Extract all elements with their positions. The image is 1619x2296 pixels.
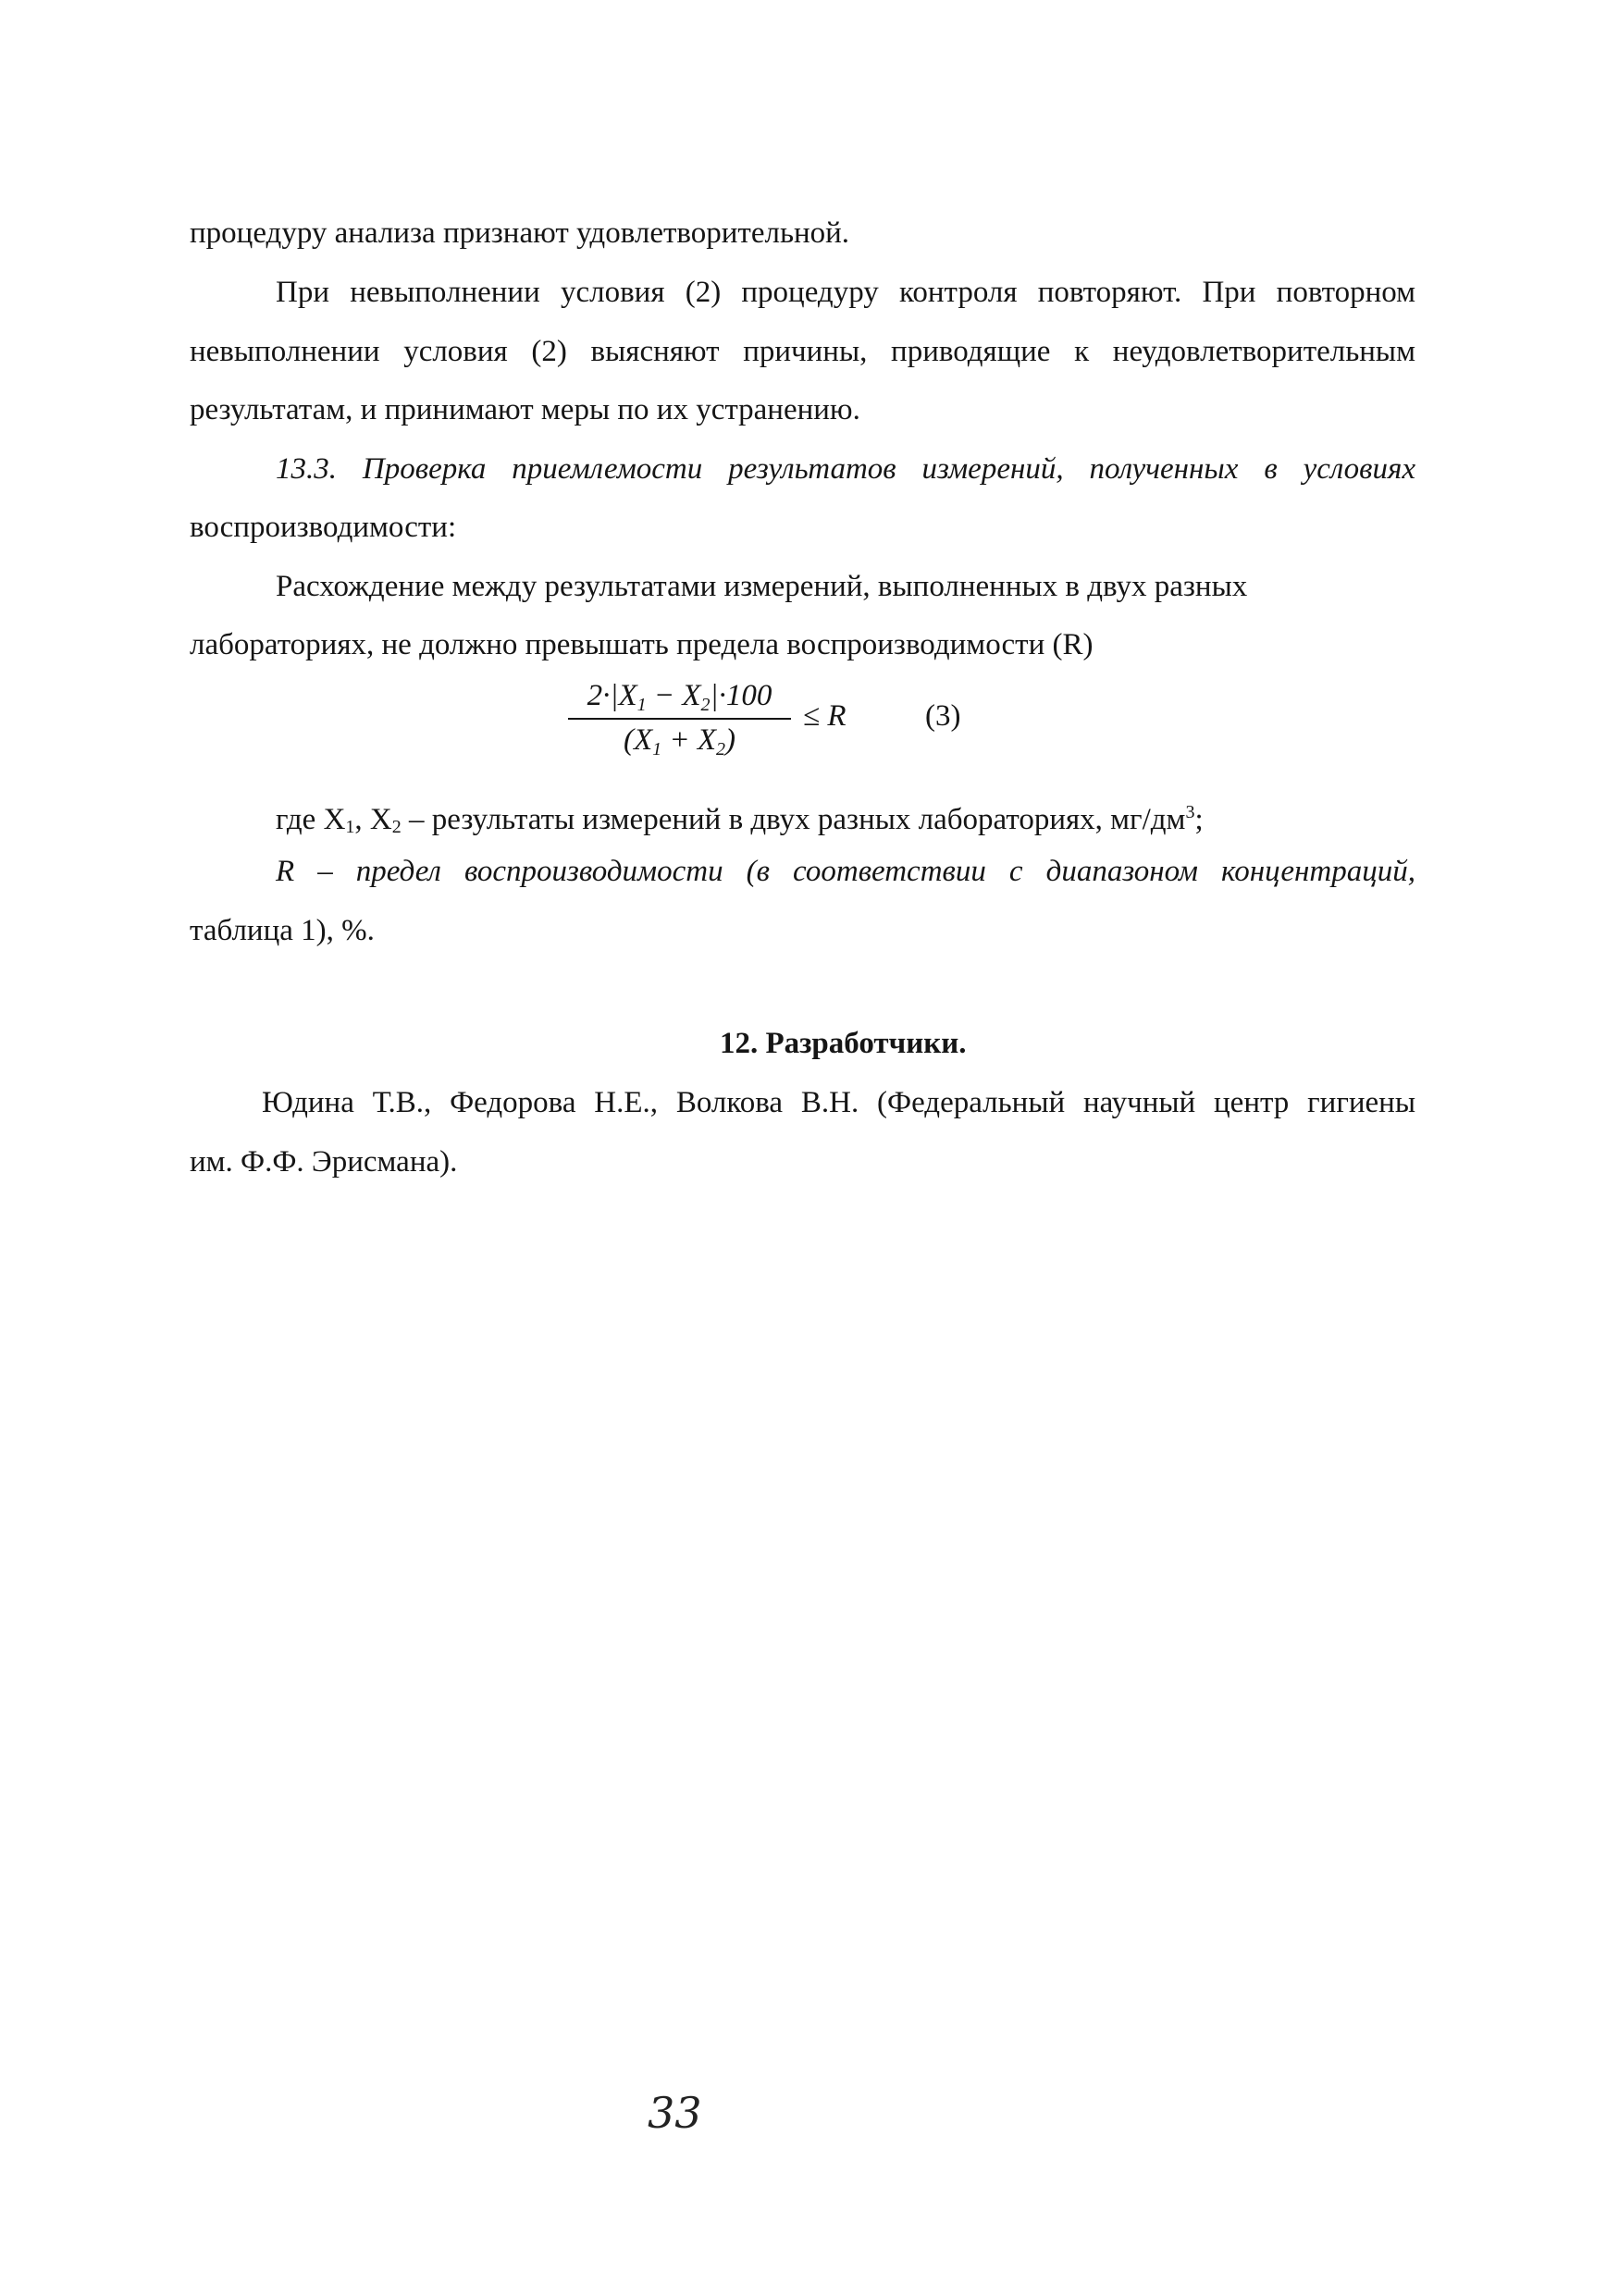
reproducibility-formula	[555, 675, 1018, 786]
paragraph-line: воспроизводимости:	[190, 511, 457, 544]
r-definition-line: таблица 1), %.	[190, 914, 375, 947]
paragraph-line: процедуру анализа признают удовлетворительной.	[190, 216, 850, 250]
paragraph-line: Расхождение между результатами измерений, выполненных в двух разных	[276, 570, 1248, 603]
section-heading-12: 12. Разработчики.	[720, 1027, 967, 1060]
formula-relation: ≤ R	[803, 699, 847, 733]
paragraph-line: лабораториях, не должно превышать предела воспроизводимости (R)	[190, 628, 1094, 661]
page-number: 33	[648, 2088, 702, 2138]
paragraph-line: невыполнении условия (2) выясняют причины, приводящие к неудовлетворительным	[190, 335, 1415, 368]
section-heading-13-3: 13.3. Проверка приемлемости результатов измерений, полученных в условиях	[276, 452, 1415, 486]
paragraph-line: При невыполнении условия (2) процедуру контроля повторяют. При повторном	[276, 276, 1415, 309]
fraction	[566, 675, 793, 762]
r-definition-line: R – предел воспроизводимости (в соответствии с диапазоном концентраций,	[276, 855, 1415, 888]
equation-number: (3)	[925, 699, 961, 733]
paragraph-line: результатам, и принимают меры по их устранению.	[190, 393, 860, 426]
fraction-numerator: $2\cdot|X_1 - X_2|\cdot 100$	[587, 679, 772, 715]
variables-definition: где $X_1$, $X_2$ – результаты измерений в двух разных лабораториях, $мг/дм^3$;	[276, 802, 1204, 837]
developers-line: Юдина Т.В., Федорова Н.Е., Волкова В.Н. (Федеральный научный центр гигиены	[262, 1086, 1415, 1119]
fraction-denominator: $(X_1 + X_2)$	[623, 723, 736, 759]
developers-line: им. Ф.Ф. Эрисмана).	[190, 1145, 458, 1179]
